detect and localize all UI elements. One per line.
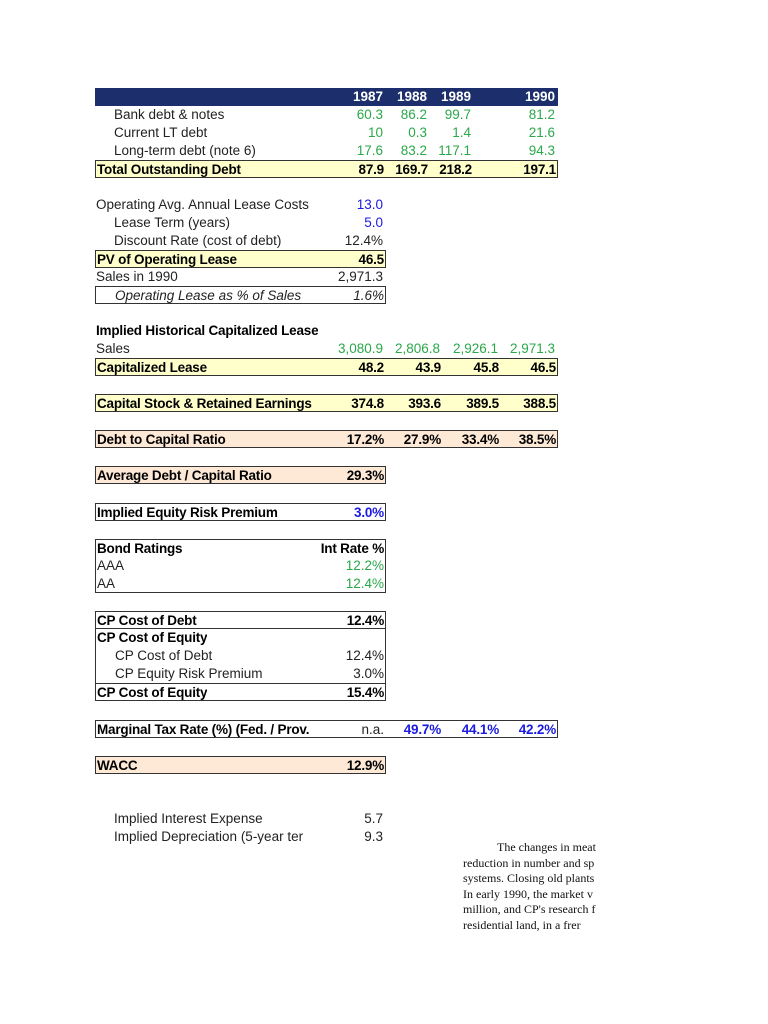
year-1987[interactable]: 1987: [352, 89, 383, 104]
value-1990[interactable]: 197.1: [523, 162, 556, 177]
excerpt-line: systems. Closing old plants: [463, 871, 595, 885]
capitalized-lease-row: [95, 358, 558, 376]
value[interactable]: 12.4%: [346, 613, 384, 628]
excerpt-line: The changes in meat: [497, 840, 596, 854]
bond-rating-row: [95, 575, 386, 593]
value-1988[interactable]: 83.2: [400, 143, 427, 158]
avg-debt-capital-row: [95, 466, 386, 484]
excerpt-line: residential land, in a frer: [463, 917, 581, 932]
value-1987[interactable]: 374.8: [351, 396, 384, 411]
rating-label[interactable]: AA: [97, 576, 116, 591]
excerpt-line: reduction in number and sp: [463, 855, 595, 870]
year-1989[interactable]: 1989: [440, 89, 471, 104]
value-1987[interactable]: n.a.: [361, 722, 384, 737]
row-label[interactable]: Total Outstanding Debt: [97, 162, 241, 177]
value-1990[interactable]: 46.5: [530, 360, 556, 375]
value-1987[interactable]: 87.9: [358, 162, 384, 177]
value-1987[interactable]: 10: [367, 125, 383, 140]
bond-ratings-header: [95, 539, 386, 557]
debt-row-longterm: [95, 142, 558, 160]
value-1988[interactable]: 0.3: [408, 125, 427, 140]
row-label[interactable]: Lease Term (years): [114, 215, 231, 230]
value-1988[interactable]: 49.7%: [403, 722, 441, 737]
year-1990[interactable]: 1990: [524, 89, 555, 104]
value[interactable]: 3.0%: [354, 505, 384, 520]
wacc-row: [95, 756, 386, 774]
year-1988[interactable]: 1988: [396, 89, 427, 104]
value-1989[interactable]: 389.5: [466, 396, 499, 411]
value-1988[interactable]: 27.9%: [403, 432, 441, 447]
row-label[interactable]: Sales in 1990: [96, 269, 178, 284]
lease-avg-cost-row: [95, 196, 386, 214]
excerpt-line: million, and CP's research f: [463, 902, 596, 916]
value-1989[interactable]: 33.4%: [461, 432, 499, 447]
column-header-rate[interactable]: Int Rate %: [320, 541, 384, 556]
value[interactable]: 2,971.3: [337, 269, 383, 284]
row-label[interactable]: Sales: [96, 341, 130, 356]
lease-discount-row: [95, 232, 386, 250]
column-header-rating[interactable]: Bond Ratings: [97, 541, 183, 556]
value-1988[interactable]: 86.2: [400, 107, 427, 122]
row-label[interactable]: Capitalized Lease: [97, 360, 207, 375]
value-1988[interactable]: 169.7: [395, 162, 428, 177]
value-1988[interactable]: 43.9: [415, 360, 441, 375]
historical-title-row: [95, 322, 558, 340]
value-1990[interactable]: 2,971.3: [509, 341, 555, 356]
value-1987[interactable]: 48.2: [358, 360, 384, 375]
debt-row-current: [95, 124, 558, 142]
rating-rate[interactable]: 12.2%: [345, 558, 384, 573]
risk-premium-row: [95, 503, 386, 521]
value-1989[interactable]: 218.2: [439, 162, 472, 177]
row-label[interactable]: Discount Rate (cost of debt): [114, 233, 282, 248]
value[interactable]: 12.4%: [344, 233, 383, 248]
section-title[interactable]: CP Cost of Equity: [97, 630, 208, 645]
row-label[interactable]: CP Cost of Debt: [97, 613, 197, 628]
row-label[interactable]: Current LT debt: [114, 125, 208, 140]
value[interactable]: 1.6%: [353, 288, 384, 303]
value[interactable]: 12.9%: [346, 758, 384, 773]
cp-sub-risk-premium-row: [95, 665, 386, 683]
row-label[interactable]: Capital Stock & Retained Earnings: [97, 396, 312, 411]
value-1990[interactable]: 81.2: [528, 107, 555, 122]
row-label[interactable]: Implied Interest Expense: [114, 811, 263, 826]
lease-pct-sales-row: [95, 286, 386, 304]
row-label[interactable]: Marginal Tax Rate (%) (Fed. / Prov.: [97, 722, 310, 737]
row-label[interactable]: CP Equity Risk Premium: [115, 666, 263, 681]
rating-label[interactable]: AAA: [97, 558, 125, 573]
row-label[interactable]: Average Debt / Capital Ratio: [97, 468, 272, 483]
value[interactable]: 15.4%: [346, 685, 384, 700]
row-label[interactable]: Bank debt & notes: [114, 107, 225, 122]
debt-row-bank: [95, 106, 558, 124]
excerpt-line: In early 1990, the market v: [463, 886, 593, 901]
value-1988[interactable]: 393.6: [408, 396, 441, 411]
value[interactable]: 12.4%: [345, 648, 384, 663]
row-label[interactable]: PV of Operating Lease: [97, 252, 237, 267]
row-label[interactable]: Operating Lease as % of Sales: [115, 288, 302, 303]
value-1989[interactable]: 45.8: [473, 360, 499, 375]
value[interactable]: 13.0: [356, 197, 383, 212]
value-1990[interactable]: 94.3: [528, 143, 555, 158]
implied-interest-row: [95, 810, 386, 828]
total-debt-row: [95, 160, 558, 178]
cp-cost-equity-row: [95, 683, 386, 701]
value-1987[interactable]: 17.2%: [346, 432, 384, 447]
value[interactable]: 29.3%: [346, 468, 384, 483]
value-1989[interactable]: 117.1: [438, 143, 471, 158]
cp-cost-debt-row: [95, 611, 386, 629]
value-1989[interactable]: 2,926.1: [452, 341, 498, 356]
value-1989[interactable]: 99.7: [444, 107, 471, 122]
year-header-row: [95, 88, 558, 106]
rating-rate[interactable]: 12.4%: [345, 576, 384, 591]
value-1990[interactable]: 388.5: [523, 396, 556, 411]
row-label[interactable]: Long-term debt (note 6): [114, 143, 256, 158]
value[interactable]: 9.3: [364, 829, 383, 844]
debt-to-capital-row: [95, 430, 558, 448]
section-title[interactable]: Implied Historical Capitalized Lease: [96, 323, 319, 338]
value[interactable]: 5.0: [364, 215, 383, 230]
value-1988[interactable]: 2,806.8: [394, 341, 440, 356]
value-1987[interactable]: 3,080.9: [337, 341, 383, 356]
cp-cost-equity-title-row: [95, 629, 386, 647]
value[interactable]: 5.7: [364, 811, 383, 826]
row-label[interactable]: WACC: [97, 758, 138, 773]
value-1989[interactable]: 1.4: [452, 125, 471, 140]
text-excerpt: [463, 840, 603, 933]
value[interactable]: 46.5: [358, 252, 384, 267]
historical-sales-row: [95, 340, 558, 358]
pv-lease-row: [95, 250, 386, 268]
value-1990[interactable]: 21.6: [528, 125, 555, 140]
implied-depreciation-row: [95, 828, 386, 846]
value-1987[interactable]: 60.3: [356, 107, 383, 122]
cp-sub-cost-debt-row: [95, 647, 386, 665]
value-1990[interactable]: 42.2%: [518, 722, 556, 737]
row-label[interactable]: Debt to Capital Ratio: [97, 432, 226, 447]
row-label[interactable]: Implied Equity Risk Premium: [97, 505, 278, 520]
row-label[interactable]: CP Cost of Debt: [115, 648, 213, 663]
value-1990[interactable]: 38.5%: [518, 432, 556, 447]
value-1987[interactable]: 17.6: [356, 143, 383, 158]
value[interactable]: 3.0%: [353, 666, 384, 681]
row-label[interactable]: Implied Depreciation (5-year ter: [114, 829, 304, 844]
value-1989[interactable]: 44.1%: [461, 722, 499, 737]
row-label[interactable]: CP Cost of Equity: [97, 685, 208, 700]
row-label[interactable]: Operating Avg. Annual Lease Costs: [96, 197, 309, 212]
bond-rating-row: [95, 557, 386, 575]
sales-1990-row: [95, 268, 386, 286]
capital-stock-row: [95, 394, 558, 412]
lease-term-row: [95, 214, 386, 232]
marginal-tax-row: [95, 720, 558, 738]
